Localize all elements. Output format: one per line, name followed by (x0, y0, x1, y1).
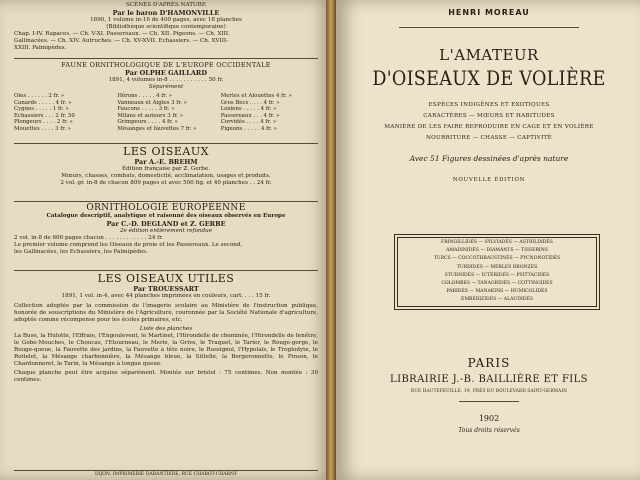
book-gutter (326, 0, 336, 480)
imprint-publisher: LIBRAIRIE J.-B. BAILLIÈRE ET FILS (390, 374, 588, 385)
degland-line: 2 vol. in-8 de 600 pages chacun . . . . . . . . . . . . 24 fr. (14, 235, 164, 241)
degland-title: ORNITHOLOGIE EUROPÉENNE (86, 203, 246, 213)
trouessart-pub: 1891, 1 vol. in-4, avec 44 planches imprimées en couleurs, cart. . . . 15 fr. (61, 293, 271, 299)
family-line: STURNIDÉS — ICTÉRIDÉS — PSITTACIDÉS (444, 272, 550, 278)
faune-pub: 1891, 4 volumes in-8 . . . . . . . . . . . 50 fr. (108, 77, 224, 83)
book-title-main: D'OISEAUX DE VOLIÈRE (372, 66, 606, 90)
hamonville-series-title: SCÈNES D'APRÈS NATURE (126, 2, 206, 8)
imprint-address: RUE HAUTEFEUILLE, 19, PRÈS DU BOULEVARD SAINT-GERMAIN (410, 388, 568, 393)
divider (459, 401, 519, 402)
divider (14, 58, 318, 59)
family-line: TURCS — COCCOTHRAUSTINÉS — PYCNONOTIDÉS (433, 256, 561, 262)
divider (14, 143, 318, 144)
brehm-author: Par A.-E. BREHM (134, 158, 198, 166)
degland-line: les Gallinacées, les Echassiers, les Palmipèdes. (14, 249, 148, 255)
trouessart-section (14, 272, 318, 384)
degland-author: Par C.-D. DEGLAND et Z. GERBE (106, 220, 226, 228)
book-title-top: L'AMATEUR (439, 46, 539, 64)
subtitle-line: ESPÈCES INDIGÈNES ET EXOTIQUES (428, 102, 550, 108)
faune-subtitle: Séparément (148, 84, 184, 90)
price-col-3: Merles et Alouettes 4 fr. » Gros Becs . . . . 4 fr. » Loxiens . . . . . 4 fr. » Passereaux . . . 4 fr. » Corvidés . . . . 4 fr. » Pigeons . . . . . 4 fr. » (220, 93, 292, 132)
hamonville-line: XXIII. Palmipèdes. (14, 45, 67, 51)
imprint (346, 356, 632, 434)
divider (14, 270, 318, 271)
trouessart-author: Par TROUESSART (133, 285, 199, 293)
faune-title: FAUNE ORNITHOLOGIQUE DE L'EUROPE OCCIDENTALE (61, 61, 271, 69)
faune-section (14, 61, 318, 133)
imprint-year: 1902 (478, 414, 500, 423)
figures-note: Avec 51 Figures dessinées d'après nature (409, 154, 569, 163)
faune-price-table (14, 93, 318, 133)
trouessart-title: LES OISEAUX UTILES (97, 272, 235, 285)
family-line: AMADINIDÉS — DIAMANTS — TISSERINS (446, 248, 548, 254)
brehm-section (14, 145, 318, 187)
trouessart-paragraph: Collection adoptée par la commission de l'imagerie scolaire au Ministère de l'instruction publique, honorée de souscriptions du Ministère de l'Agriculture, couronnée par la Société Nationale d'agriculture, adoptée comme récompense pour les écoles primaires, etc. (14, 303, 318, 323)
book-author: HENRI MOREAU (448, 8, 530, 17)
plates-list: La Buse, la Hulotte, l'Effraie, l'Engoulevent, le Martinet, l'Hirondelle de cheminée, l'Hirondelle de fenêtre, le Gobe-Mouches, le Choucas, l'Etourneau, le Merle, la Grive, le Traquet, le Tarier, le Rouge-gorge, le Rouge-queue, la Fauvette des jardins, la Fauvette à tête noire, le Rossignol, l'Hypolaïs, le Troglodyte, le Roitelet, la Mésange charbonnière, la Mésange bleue, la Sittelle, la Bergeronnette, le Pinson, le Chardonneret, le Tarin, la Mésange à longue queue. (14, 333, 318, 367)
degland-edition: 2e édition entièrement refondue (119, 228, 213, 234)
family-line: COLOMBES — TANAGRIDÉS — COTTINGIDÉS (441, 281, 553, 287)
family-list-inner (397, 237, 597, 307)
hamonville-pub: 1890, 1 volume in-16 de 400 pages, avec 18 planches (90, 17, 242, 23)
title-page (346, 8, 632, 183)
divider (399, 27, 579, 28)
printer-line: DIJON. IMPRIMERIE DARANTIERE, RUE CHABOT-CHARNY (94, 472, 238, 477)
imprint-city: PARIS (467, 356, 511, 370)
degland-section (14, 203, 318, 256)
subtitle-line: CARACTÈRES — MŒURS ET HABITUDES (423, 113, 555, 119)
family-list-box (394, 234, 600, 310)
hamonville-line: Chap. I-IV. Rapaces. — Ch. V-XI. Passereaux. — Ch. XII. Pigeons. — Ch. XIII. (14, 31, 230, 37)
hamonville-line: Gallinacées. — Ch. XIV. Autruches. — Ch. XV-XVII. Echassiers. — Ch. XVIII- (14, 38, 229, 44)
edition-label: NOUVELLE ÉDITION (452, 177, 526, 183)
brehm-line: 2 vol. gr. in-8 de chacun 800 pages et avec 500 fig. et 40 planches . . 24 fr. (60, 180, 272, 186)
hamonville-series: (Bibliothèque scientifique contemporaine) (106, 24, 226, 30)
imprint-rights: Tous droits réservés (458, 427, 520, 434)
brehm-edition: Édition française par Z. Gerbe. (122, 166, 210, 172)
subtitle-line: MANIÈRE DE LES FAIRE REPRODUIRE EN CAGE ET EN VOLIÈRE (384, 124, 594, 130)
degland-line: Le premier volume comprend les Oiseaux de proie et les Passereaux. Le second, (14, 242, 243, 248)
family-line: EMBÉRIZIDÉS — ALAUDIDÉS (460, 297, 533, 303)
price-col-2: Hérons . . . . . 4 fr. » Vanneaux et Aigles 3 fr. » Faucons . . . . . 3 fr. » Milans et autours 3 fr. » Grimpeurs . . . . 4 fr. » Mésanges et fauvettes 7 fr. » (117, 93, 197, 132)
plates-footer: Chaque planche peut être acquise séparément. Montée sur bristol : 75 centimes. Non montée : 30 centimes. (14, 370, 318, 383)
brehm-title: LES OISEAUX (123, 145, 209, 158)
degland-subtitle: Catalogue descriptif, analytique et raisonné des oiseaux observés en Europe (46, 213, 286, 219)
brehm-line: Mœurs, chasses, combats, domesticité, acclimatation, usages et produits. (61, 173, 271, 179)
family-line: TURDIDÉS — MERLES BRONZÉS (456, 264, 538, 270)
book-subtitle (346, 100, 632, 144)
left-top-section (14, 2, 318, 52)
subtitle-line: NOURRITURE — CHASSE — CAPTIVITÉ (425, 135, 553, 141)
divider (14, 201, 318, 202)
faune-author: Par OLPHE GAILLARD (125, 69, 207, 77)
right-page (336, 0, 640, 480)
family-line: FRINGILLIDÉS — SYLVIADÉS — ASTRILDIDÉS (441, 240, 553, 245)
hamonville-author: Par le baron D'HAMONVILLE (112, 9, 220, 17)
price-col-1: Oies . . . . . . 2 fr. » Canards . . . . . 4 fr. » Cygnes . . . . . 1 fr. » Echassiers . . . 2 fr. 50 Plongeurs . . . . 2 fr. » Mouettes . . . . 3 fr. » (14, 93, 75, 132)
plates-list-title: Liste des planches (139, 326, 193, 332)
family-line: PARIDÉS — MANAKINS — HUMICOLIDÉS (446, 289, 548, 295)
